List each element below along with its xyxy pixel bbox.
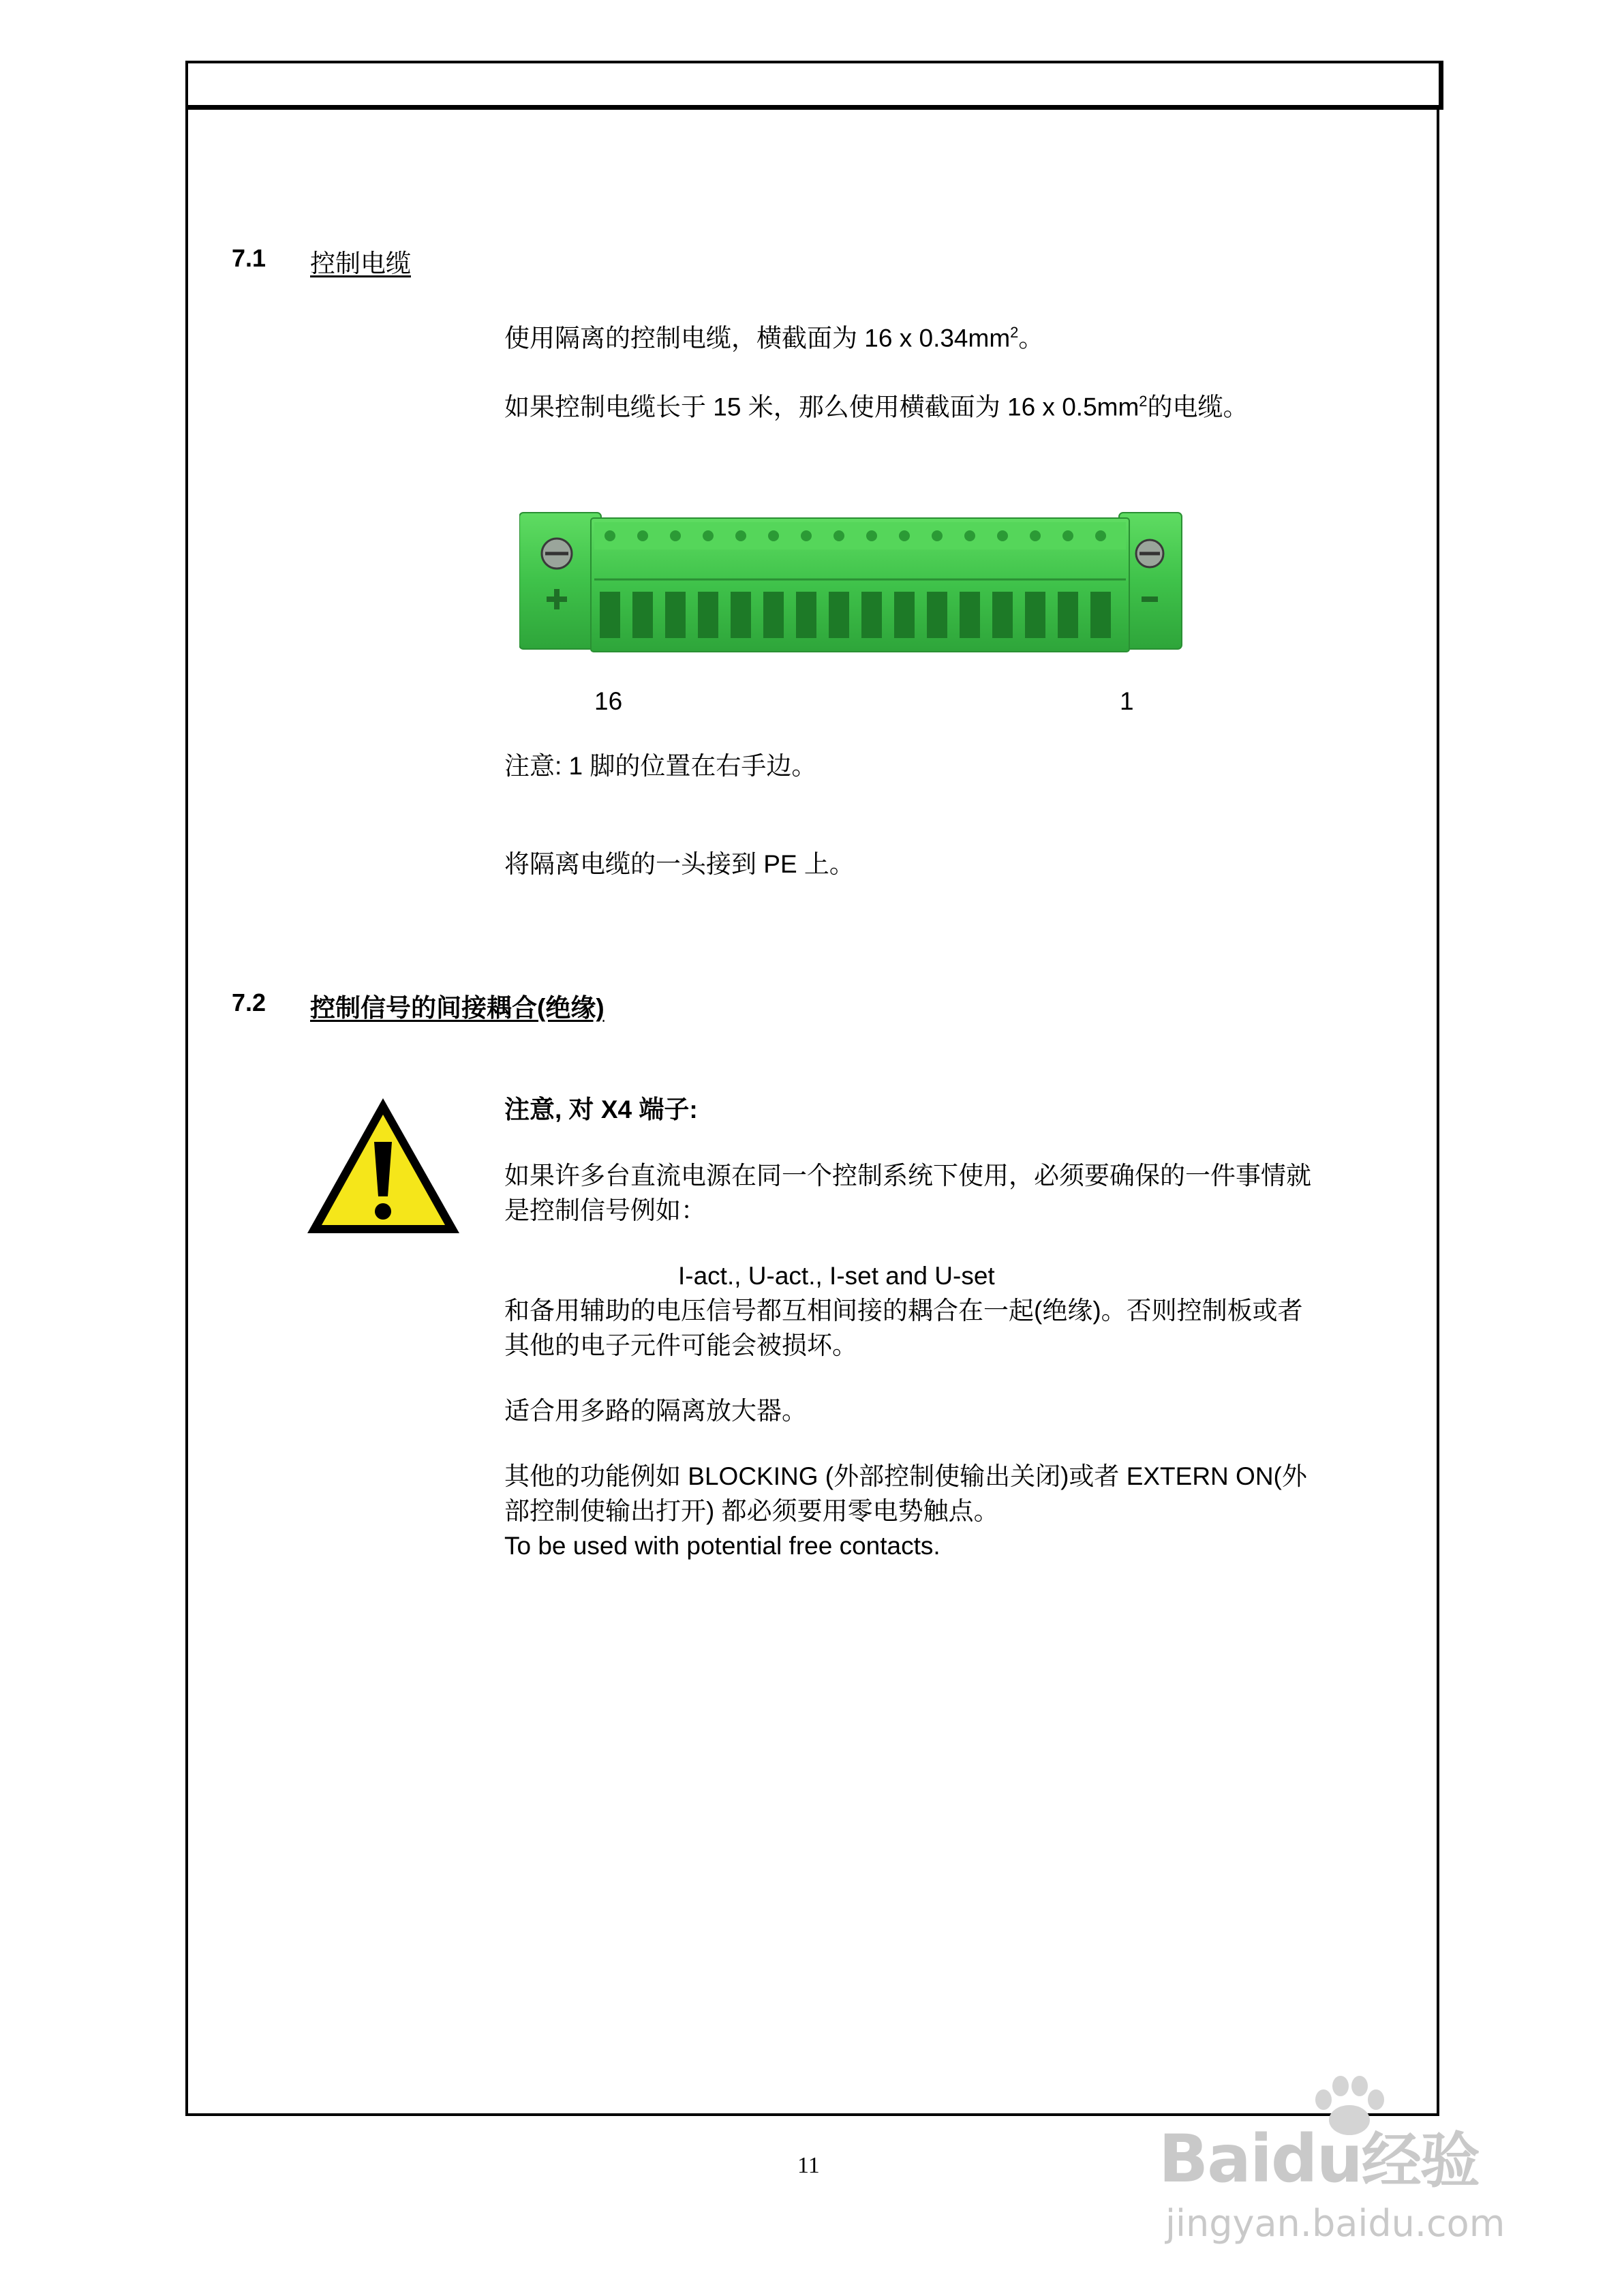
page-header-box bbox=[185, 61, 1443, 110]
isolation-amplifier-note: 适合用多路的隔离放大器。 bbox=[504, 1397, 807, 1425]
terminal-block-connector-image bbox=[519, 504, 1184, 661]
cable-cross-section-text-main: 使用隔离的控制电缆，横截面为 16 x 0.34mm bbox=[504, 324, 1011, 352]
cable-cross-section-text-end: 。 bbox=[1018, 324, 1044, 352]
x4-terminal-label: X4 bbox=[600, 1096, 632, 1123]
superscript-2: 2 bbox=[1010, 324, 1019, 341]
watermark-logo-bai: Bai bbox=[1159, 2121, 1271, 2197]
cable-cross-section-text bbox=[504, 315, 1043, 355]
page-frame bbox=[185, 61, 1439, 2116]
warning-triangle-icon bbox=[303, 1094, 463, 1237]
warning-heading bbox=[504, 1092, 698, 1127]
section-7-2-number: 7.2 bbox=[232, 988, 266, 1016]
section-7-1-title: 控制电缆 bbox=[310, 250, 411, 277]
para1-line1: 如果许多台直流电源在同一个控制系统下使用，必须要确保的一件事情就 bbox=[504, 1162, 1311, 1190]
pe-connection-note: 将隔离电缆的一头接到 PE 上。 bbox=[504, 850, 855, 878]
section-7-2-title: 控制信号的间接耦合(绝缘) bbox=[310, 994, 605, 1022]
superscript-2: 2 bbox=[1139, 393, 1148, 410]
long-cable-text-end: 的电缆。 bbox=[1147, 393, 1249, 421]
para1-line2: 是控制信号例如： bbox=[504, 1196, 706, 1224]
pin-position-note: 注意: 1 脚的位置在右手边。 bbox=[504, 752, 817, 780]
section-7-1-number: 7.1 bbox=[232, 244, 266, 272]
warning-heading-post: 端子: bbox=[632, 1096, 698, 1123]
watermark-url: jingyan.baidu.com bbox=[1165, 2202, 1505, 2245]
pin-16-label: 16 bbox=[594, 687, 623, 715]
para4-line1: 其他的功能例如 BLOCKING (外部控制使输出关闭)或者 EXTERN ON(外 bbox=[504, 1462, 1307, 1490]
watermark-logo-jingyan: 经验 bbox=[1361, 2126, 1479, 2196]
long-cable-text bbox=[504, 384, 1249, 424]
page-number: 11 bbox=[797, 2153, 820, 2178]
signal-list: I-act., U-act., I-set and U-set bbox=[678, 1262, 995, 1290]
para4-line2: 部控制使输出打开) 都必须要用零电势触点。 bbox=[504, 1497, 999, 1525]
para2-line1: 和备用辅助的电压信号都互相间接的耦合在一起(绝缘)。否则控制板或者 bbox=[504, 1297, 1303, 1325]
para4-line3: To be used with potential free contacts. bbox=[504, 1532, 940, 1560]
para2-line2: 其他的电子元件可能会被损坏。 bbox=[504, 1331, 857, 1359]
pin-1-label: 1 bbox=[1120, 687, 1134, 715]
long-cable-text-main: 如果控制电缆长于 15 米，那么使用横截面为 16 x 0.5mm bbox=[504, 393, 1139, 421]
warning-heading-pre: 注意, 对 bbox=[504, 1096, 601, 1123]
watermark-logo-du: du bbox=[1270, 2121, 1362, 2197]
